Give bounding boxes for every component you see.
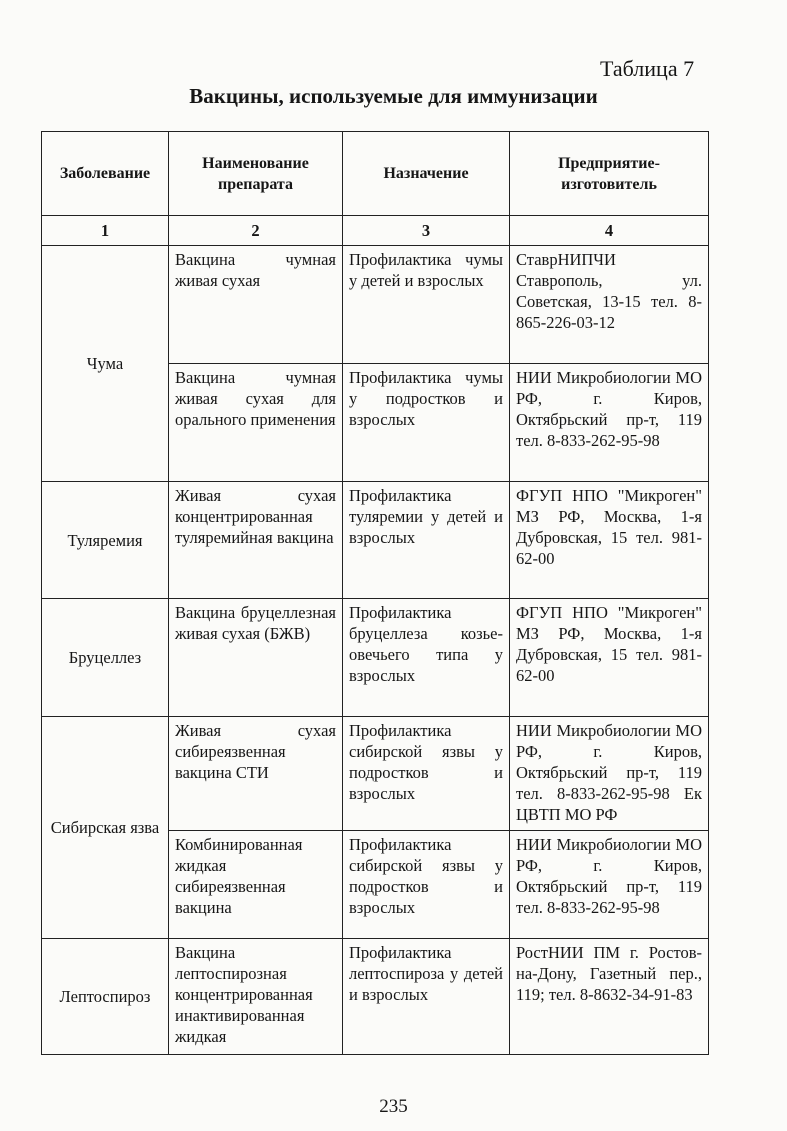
table-row xyxy=(42,599,709,717)
table-row xyxy=(42,482,709,599)
header-row xyxy=(42,132,709,216)
column-number: 3 xyxy=(343,216,510,246)
column-header-purpose: Назначение xyxy=(343,132,510,216)
purpose-cell: Профилактика бруцеллеза козье-овечьего типа у взрослых xyxy=(343,599,510,717)
table-row xyxy=(42,246,709,364)
disease-cell: Бруцеллез xyxy=(42,599,169,717)
vaccines-table xyxy=(41,131,709,1055)
disease-cell: Туляремия xyxy=(42,482,169,599)
maker-cell: СтаврНИПЧИ Ставрополь, ул. Советская, 13-15 тел. 8-865-226-03-12 xyxy=(510,246,709,364)
drug-cell: Живая сухая концентрированная туляремийная вакцина xyxy=(169,482,343,599)
purpose-cell: Профилактика туляремии у детей и взрослых xyxy=(343,482,510,599)
column-header-drug: Наименование препарата xyxy=(169,132,343,216)
page-number: 235 xyxy=(379,1096,408,1117)
maker-cell: НИИ Микробиологии МО РФ, г. Киров, Октябрьский пр-т, 119 тел. 8-833-262-95-98 xyxy=(510,831,709,939)
maker-cell: ФГУП НПО "Микроген" МЗ РФ, Москва, 1-я Дубровская, 15 тел. 981-62-00 xyxy=(510,482,709,599)
purpose-cell: Профилактика чумы у детей и взрослых xyxy=(343,246,510,364)
table-row xyxy=(42,939,709,1055)
disease-cell: Сибирская язва xyxy=(42,717,169,939)
maker-cell: НИИ Микробиологии МО РФ, г. Киров, Октябрьский пр-т, 119 тел. 8-833-262-95-98 Ек ЦВТП МО РФ xyxy=(510,717,709,831)
maker-cell: РостНИИ ПМ г. Ростов-на-Дону, Газетный пер., 119; тел. 8-8632-34-91-83 xyxy=(510,939,709,1055)
column-number: 4 xyxy=(510,216,709,246)
column-header-disease: Заболевание xyxy=(42,132,169,216)
drug-cell: Вакцина чумная живая сухая для орального применения xyxy=(169,364,343,482)
purpose-cell: Профилактика чумы у подростков и взрослых xyxy=(343,364,510,482)
drug-cell: Комбинированная жидкая сибиреязвенная вакцина xyxy=(169,831,343,939)
purpose-cell: Профилактика сибирской язвы у подростков и взрослых xyxy=(343,717,510,831)
table-row xyxy=(42,717,709,831)
document-title: Вакцины, используемые для иммунизации xyxy=(189,84,598,108)
disease-cell: Чума xyxy=(42,246,169,482)
column-header-maker: Предприятие-изготовитель xyxy=(510,132,709,216)
drug-cell: Вакцина бруцеллезная живая сухая (БЖВ) xyxy=(169,599,343,717)
maker-cell: ФГУП НПО "Микроген" МЗ РФ, Москва, 1-я Дубровская, 15 тел. 981-62-00 xyxy=(510,599,709,717)
purpose-cell: Профилактика лептоспироза у детей и взрослых xyxy=(343,939,510,1055)
column-number: 2 xyxy=(169,216,343,246)
purpose-cell: Профилактика сибирской язвы у подростков и взрослых xyxy=(343,831,510,939)
disease-cell: Лептоспироз xyxy=(42,939,169,1055)
maker-cell: НИИ Микробиологии МО РФ, г. Киров, Октябрьский пр-т, 119 тел. 8-833-262-95-98 xyxy=(510,364,709,482)
table-label: Таблица 7 xyxy=(600,56,695,81)
drug-cell: Вакцина чумная живая сухая xyxy=(169,246,343,364)
drug-cell: Живая сухая сибиреязвенная вакцина СТИ xyxy=(169,717,343,831)
column-number-row xyxy=(42,216,709,246)
column-number: 1 xyxy=(42,216,169,246)
drug-cell: Вакцина лептоспирозная концентрированная инактивированная жидкая xyxy=(169,939,343,1055)
